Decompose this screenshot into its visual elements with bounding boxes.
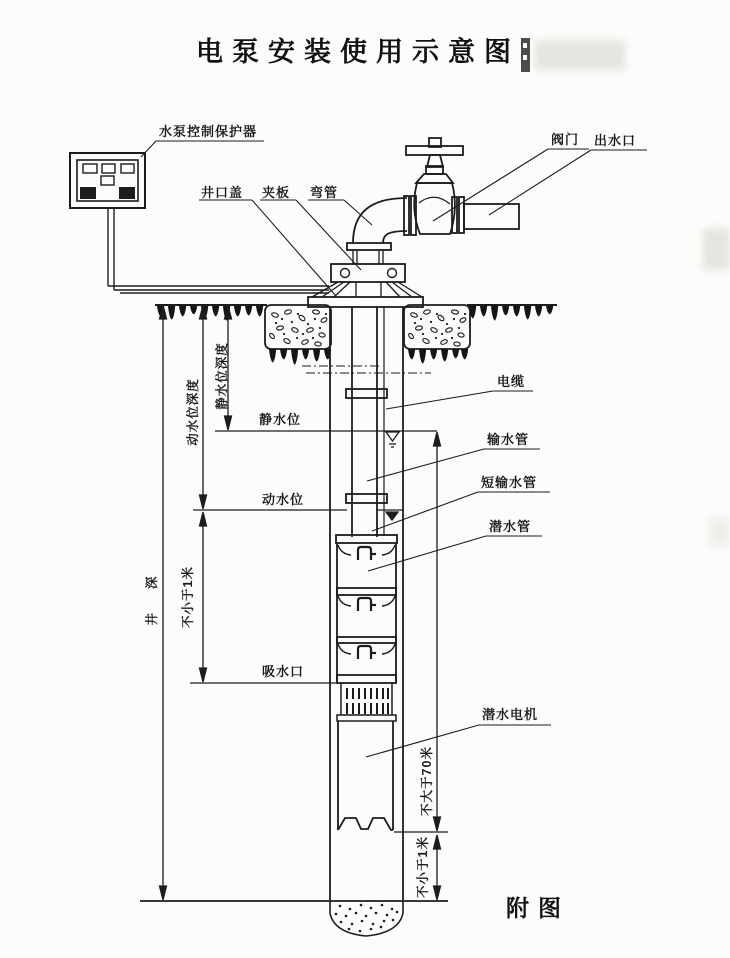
- label-well-cover: 井口盖: [201, 185, 244, 200]
- label-cable: 电缆: [497, 374, 526, 389]
- water-levels-graphic: [190, 431, 437, 683]
- dim-well-depth: 井深: [145, 552, 159, 626]
- dim-min-1m-suction: 不小于1米: [181, 566, 195, 628]
- label-dynamic-water-level: 动水位: [262, 492, 305, 507]
- well-bottom-graphic: [140, 901, 448, 936]
- gravel-dots: [335, 904, 399, 933]
- label-submersible-pump: 潜水管: [489, 519, 532, 534]
- dim-dynamic-level-depth: 动水位深度: [186, 378, 200, 446]
- label-static-water-level: 静水位: [259, 412, 302, 427]
- label-short-delivery-pipe: 短输水管: [481, 475, 538, 490]
- clamp-plate-graphic: [331, 264, 405, 282]
- figure-caption: 附图: [506, 895, 570, 921]
- scan-smudge: [535, 40, 625, 70]
- leader-lines: [141, 141, 647, 757]
- label-submersible-motor: 潜水电机: [482, 707, 539, 722]
- label-valve: 阀门: [551, 132, 580, 147]
- control-box-graphic: [70, 153, 145, 208]
- label-delivery-pipe: 输水管: [487, 432, 530, 447]
- scan-smudge: [710, 518, 730, 546]
- diagram-title: 电泵安装使用示意图: [196, 37, 520, 67]
- label-control-box: 水泵控制保护器: [159, 124, 258, 139]
- outlet-pipe-graphic: [464, 204, 519, 229]
- label-suction-inlet: 吸水口: [262, 664, 305, 679]
- pump-body-graphic: [336, 535, 397, 721]
- dimension-lines: [160, 305, 449, 900]
- label-elbow: 弯管: [310, 185, 339, 200]
- label-clamp-plate: 夹板: [262, 185, 291, 200]
- scan-artifacts: [521, 38, 530, 72]
- dim-static-level-depth: 静水位深度: [215, 342, 229, 410]
- well-casing-graphic: [302, 307, 431, 901]
- delivery-pipe-graphic: [346, 307, 387, 537]
- dim-min-1m-bottom: 不小于1米: [416, 836, 430, 898]
- scan-smudge: [703, 228, 730, 270]
- dim-max-70m: 不大于70米: [420, 746, 434, 816]
- label-outlet: 出水口: [594, 133, 637, 148]
- motor-graphic: [338, 721, 393, 830]
- valve-assembly: [404, 138, 519, 235]
- strainer-graphic: [337, 683, 396, 721]
